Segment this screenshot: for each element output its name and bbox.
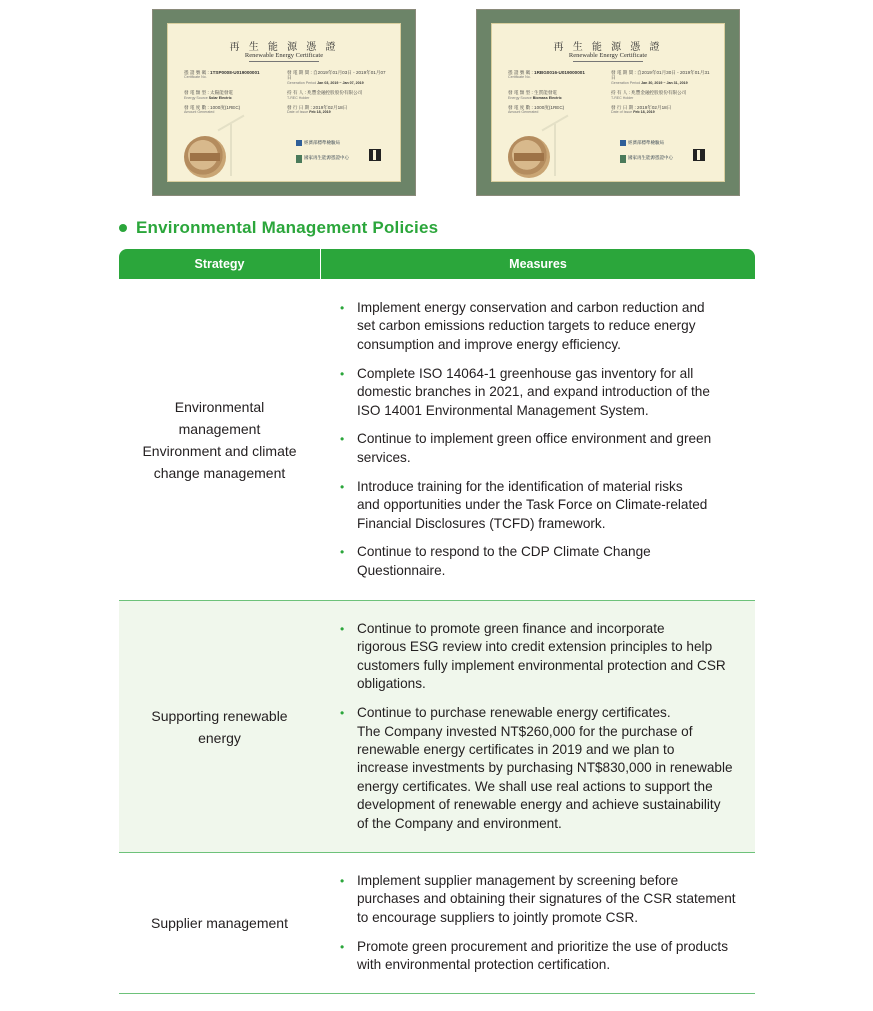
measure-item: • Continue to implement green office environment and green services. — [340, 430, 739, 467]
measure-item: • Implement supplier management by screening before purchases and obtaining their signatures of the CSR statement to encourage suppliers to jointly promote CSR. — [340, 872, 739, 927]
policy-table — [119, 249, 755, 994]
bullet-icon: • — [340, 939, 345, 954]
bsmi-logo: 經濟部標準檢驗局 — [296, 140, 374, 146]
trec-logo: 國家再生能源憑證中心 — [296, 155, 374, 163]
certificate-title-zh: 再 生 能 源 憑 證 — [229, 42, 339, 53]
bullet-icon: • — [340, 432, 345, 447]
certificate-fields: 憑 證 號 碼 : 1TSP0008-U019000001 Certificate No. 發 電 期 間 : 自2019年01月03日 - 2019年01月07日 Generation Period Jan 03, 2019 ~ Jan 07, 2019 發 電 類 型 : 太陽能發電 Energy Source Solar Electric 持 有 人 : 兆豐金融控股股份有限公司 T-REC Holder 發 電 度 數 : 1000度(1REC) Amount Generated 發 行 日 期 : 2019年02月18日 Date of Issue Feb 18, 2019 — [184, 70, 386, 115]
certificate-title-en: Renewable Energy Certificate — [168, 52, 400, 62]
strategy-cell — [119, 601, 320, 852]
certificate-paper — [167, 23, 401, 182]
wind-turbine-watermark — [230, 124, 232, 176]
bullet-icon: • — [340, 622, 345, 636]
strategy-cell — [119, 279, 320, 600]
measure-item: • Continue to respond to the CDP Climate Change Questionnaire. — [340, 543, 739, 580]
certificate-image-biomass — [476, 9, 740, 196]
strategy-text: Environmental management Environment and climate change management — [142, 398, 297, 481]
certificate-fields: 憑 證 號 碼 : 1RBG0016-U019000001 Certificate No. 發 電 期 間 : 自2019年01月30日 - 2019年01月31日 Generation Period Jan 30, 2019 ~ Jan 31, 2019 發 電 類 型 : 生質能發電 Energy Source Biomass Electric 持 有 人 : 兆豐金融控股股份有限公司 T-REC Holder 發 電 度 數 : 1000度(1REC) Amount Generated 發 行 日 期 : 2019年02月18日 Date of Issue Feb 18, 2019 — [508, 70, 710, 115]
measure-item: • Continue to purchase renewable energy certificates. The Company invested NT$260,000 for the purchase of renewable energy certificates in 2019 and we plan to increase investments by purchasing NT$830,000 in renewable energy certificates. We shall use real actions to support the development of renewable energy and achieve sustainability of the Company and environment. — [340, 704, 739, 833]
measure-item: • Introduce training for the identification of material risks and opportunities under the Task Force on Climate-related Financial Disclosures (TCFD) framework. — [340, 478, 739, 533]
wind-turbine-watermark — [554, 124, 556, 176]
bullet-icon: • — [340, 366, 345, 381]
bullet-icon: • — [340, 301, 345, 315]
bullet-icon: • — [340, 545, 345, 560]
measure-item: • Continue to promote green finance and incorporate rigorous ESG review into credit extension principles to help customers fully implement environmental protection and CSR obligations. — [340, 620, 739, 694]
table-row — [119, 601, 755, 853]
bullet-icon: • — [340, 874, 345, 888]
certificate-paper — [491, 23, 725, 182]
certificate-image-solar — [152, 9, 416, 196]
column-header-measures: Measures — [509, 257, 567, 271]
taiwan-seal-icon — [184, 136, 226, 178]
measures-cell — [320, 853, 755, 993]
strategy-text: Supplier management — [151, 915, 288, 931]
strategy-cell — [119, 853, 320, 993]
column-header-strategy: Strategy — [119, 249, 321, 279]
measures-cell — [320, 279, 755, 600]
qr-code-icon — [694, 150, 704, 160]
strategy-text: Supporting renewable energy — [151, 707, 288, 746]
taiwan-seal-icon — [508, 136, 550, 178]
heading-bullet-icon — [119, 224, 127, 232]
measures-cell — [320, 601, 755, 852]
certificate-title-zh: 再 生 能 源 憑 證 — [553, 42, 663, 53]
qr-code-icon — [370, 150, 380, 160]
table-row — [119, 279, 755, 601]
measure-item: • Complete ISO 14064-1 greenhouse gas inventory for all domestic branches in 2021, and expand introduction of the ISO 14001 Environmental Management System. — [340, 365, 739, 420]
table-header — [119, 249, 755, 279]
measure-item: • Implement energy conservation and carbon reduction and set carbon emissions reduction targets to reduce energy consumption and improve energy efficiency. — [340, 299, 739, 354]
certificate-title-en: Renewable Energy Certificate — [492, 52, 724, 62]
bullet-icon: • — [340, 479, 345, 494]
measure-item: • Promote green procurement and prioritize the use of products with environmental protection certification. — [340, 938, 739, 975]
section-heading-text: Environmental Management Policies — [136, 218, 439, 237]
trec-logo: 國家再生能源憑證中心 — [620, 155, 698, 163]
bsmi-logo: 經濟部標準檢驗局 — [620, 140, 698, 146]
table-row — [119, 853, 755, 994]
section-heading — [119, 218, 438, 238]
bullet-icon: • — [340, 706, 345, 721]
